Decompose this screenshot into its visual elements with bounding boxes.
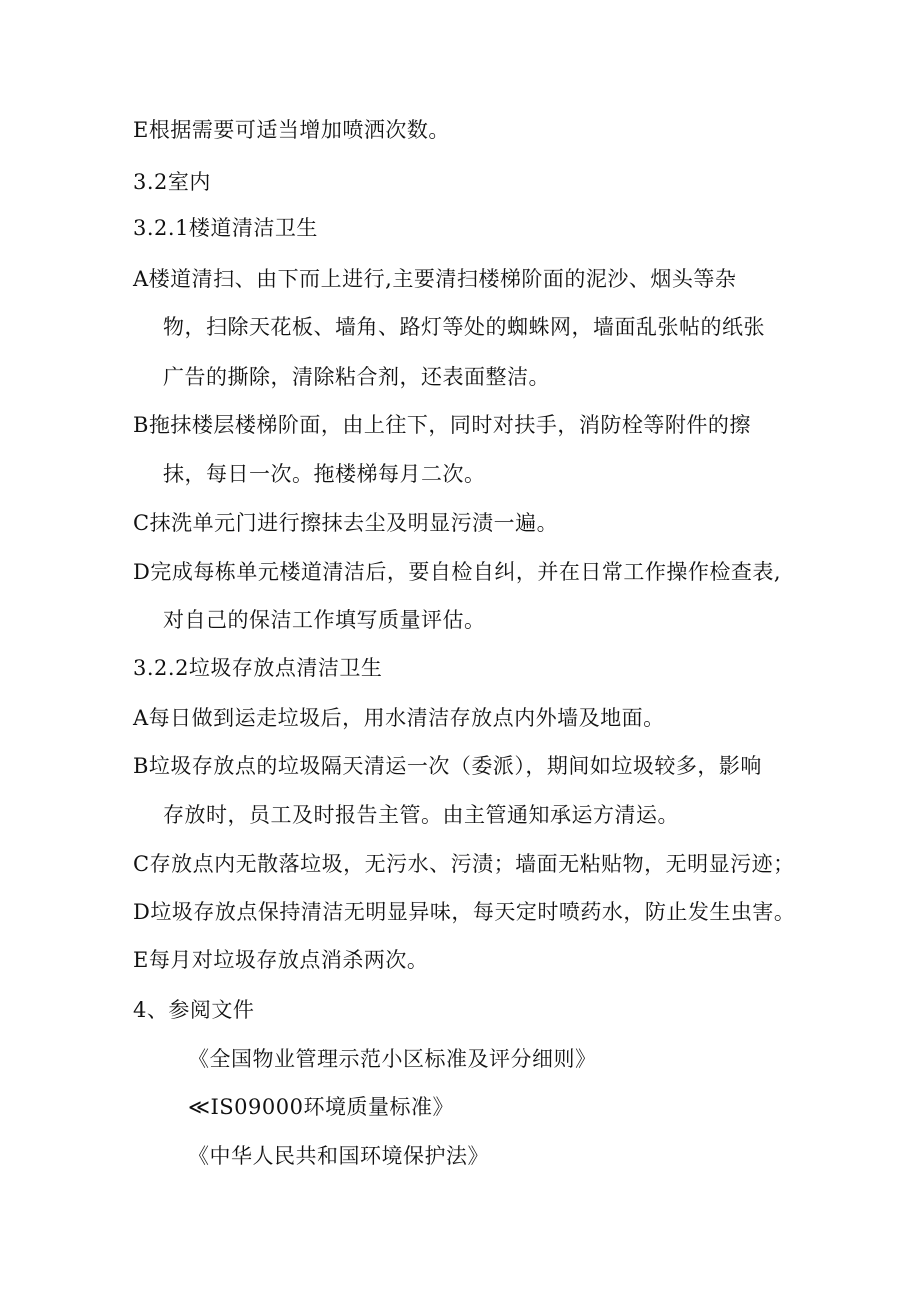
reference-2: ≪IS09000环境质量标准》 xyxy=(188,1095,454,1119)
paragraph-d-line-2: 对自己的保洁工作填写质量评估。 xyxy=(163,608,486,632)
paragraph-a-line-1: A楼道清扫、由下而上进行,主要清扫楼梯阶面的泥沙、烟头等杂 xyxy=(133,267,737,291)
paragraph-d-line-1: D完成每栋单元楼道清洁后，要自检自纠，并在日常工作操作检查表, xyxy=(133,560,782,584)
paragraph-e2: E每月对垃圾存放点消杀两次。 xyxy=(133,948,429,972)
paragraph-b-line-2: 抹，每日一次。拖楼梯每月二次。 xyxy=(163,462,486,486)
heading-3-2-1: 3.2.1楼道清洁卫生 xyxy=(133,216,318,240)
reference-1: 《全国物业管理示范小区标准及评分细则》 xyxy=(188,1047,597,1071)
paragraph-a-line-2: 物，扫除天花板、墙角、路灯等处的蜘蛛网，墙面乱张帖的纸张 xyxy=(163,315,765,339)
paragraph-a2: A每日做到运走垃圾后，用水清洁存放点内外墙及地面。 xyxy=(133,706,665,730)
paragraph-c: C抹洗单元门进行擦抹去尘及明显污渍一遍。 xyxy=(133,511,559,535)
paragraph-3-1-e: E根据需要可适当增加喷洒次数。 xyxy=(133,118,450,142)
paragraph-d2: D垃圾存放点保持清洁无明显异味，每天定时喷药水，防止发生虫害。 xyxy=(133,900,796,924)
heading-3-2: 3.2室内 xyxy=(133,170,211,194)
paragraph-b2-line-2: 存放时，员工及时报告主管。由主管通知承运方清运。 xyxy=(163,803,679,827)
paragraph-c2: C存放点内无散落垃圾，无污水、污渍；墙面无粘贴物，无明显污迹； xyxy=(133,852,795,876)
reference-3: 《中华人民共和国环境保护法》 xyxy=(188,1144,489,1168)
paragraph-a-line-3: 广告的撕除，清除粘合剂，还表面整洁。 xyxy=(163,365,550,389)
paragraph-b-line-1: B拖抹楼层楼梯阶面，由上往下，同时对扶手，消防栓等附件的擦 xyxy=(133,413,751,437)
heading-3-2-2: 3.2.2垃圾存放点清洁卫生 xyxy=(133,656,383,680)
heading-4: 4、参阅文件 xyxy=(133,998,255,1022)
paragraph-b2-line-1: B垃圾存放点的垃圾隔天清运一次（委派），期间如垃圾较多，影响 xyxy=(133,754,762,778)
